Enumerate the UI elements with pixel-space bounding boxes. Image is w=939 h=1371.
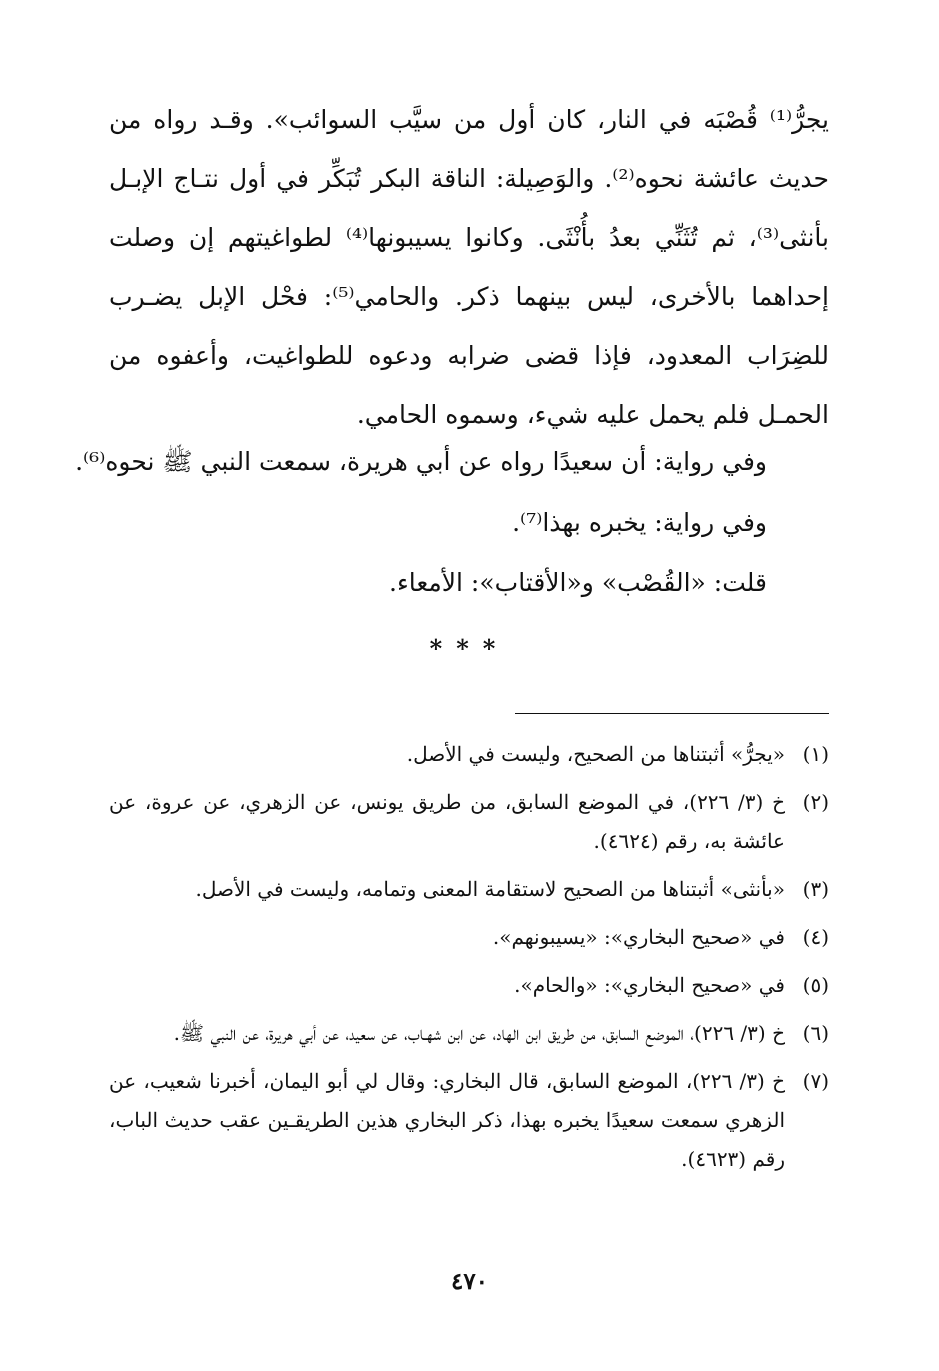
- footnote-number: (٢): [802, 790, 829, 814]
- footnote-number: (١): [802, 742, 829, 766]
- footnote-divider: [515, 713, 829, 714]
- author-note-line: قلت: «القُصْب» و«الأقتاب»: الأمعاء.: [389, 568, 767, 597]
- body-paragraph: يجرُّ⁽¹⁾ قُصْبَه في النار، كان أول من سيَّب السوائب». وقـد رواه من حديث عائشة نحوه⁽²⁾. والوَصِيلة: الناقة البكر تُبَكِّر في أول نتـاج الإبـل بأنثى⁽³⁾، ثم تُثَنِّي بعدُ بأُنْثَى. وكانوا يسيبونها⁽⁴⁾ لطواغيتهم إن وصلت إحداهما بالأخرى، ليس بينهما ذكر. والحامي⁽⁵⁾: فحْل الإبل يضـرب للضِرَاب المعدود، فإذا قضى ضرابه ودعوه للطواغيت، وأعفوه من الحمـل فلم يحمل عليه شيء، وسموه الحامي.: [109, 105, 830, 429]
- footnote-number: (٦): [802, 1021, 829, 1045]
- section-separator: ***: [429, 634, 510, 663]
- footnote-item: [109, 966, 829, 1005]
- footnote-text: في «صحيح البخاري»: «يسيبونهم».: [492, 925, 785, 949]
- footnote-text: في «صحيح البخاري»: «والحام».: [514, 973, 785, 997]
- footnote-item: [109, 1014, 829, 1053]
- footnotes-list: [109, 735, 829, 1188]
- footnote-text: خ (٣/ ٢٢٦)، الموضع السابق، قال البخاري: وقال لي أبو اليمان، أخبرنا شعيب، عن الزهري سمعت سعيدًا يخبره بهذا، ذكر البخاري هذين الطريقـين عقب حديث الباب، رقم (٤٦٢٣).: [109, 1069, 785, 1171]
- footnote-item: [109, 783, 829, 861]
- footnote-item: [109, 735, 829, 774]
- footnote-item: [109, 870, 829, 909]
- footnote-number: (٤): [802, 925, 829, 949]
- footnote-text: خ (٣/ ٢٢٦)، في الموضع السابق، من طريق يونس، عن الزهري، عن عروة، عن عائشة به، رقم (٤٦٢٤).: [109, 790, 785, 853]
- footnote-item: [109, 918, 829, 957]
- footnote-number: (٧): [802, 1069, 829, 1093]
- footnote-text: «بأنثى» أثبتناها من الصحيح لاستقامة المعنى وتمامه، وليست في الأصل.: [195, 877, 785, 901]
- main-text-block: [109, 90, 829, 444]
- footnote-text: خ (٣/ ٢٢٦)، الموضع السابق، من طريق ابن الهاد، عن ابن شهـاب، عن سعيد، عن أبي هريرة، عن النبي ﷺ.: [173, 1021, 785, 1045]
- narration-line-1: وفي رواية: أن سعيدًا رواه عن أبي هريرة، سمعت النبي ﷺ نحوه⁽⁶⁾.: [75, 447, 767, 476]
- narration-line-2: وفي رواية: يخبره بهذا⁽⁷⁾.: [512, 508, 767, 537]
- footnote-item: [109, 1062, 829, 1179]
- footnote-text: «يجرُّ» أثبتناها من الصحيح، وليست في الأصل.: [406, 742, 785, 766]
- footnote-number: (٥): [802, 973, 829, 997]
- page-number: ٤٧٠: [450, 1268, 489, 1295]
- footnote-number: (٣): [802, 877, 829, 901]
